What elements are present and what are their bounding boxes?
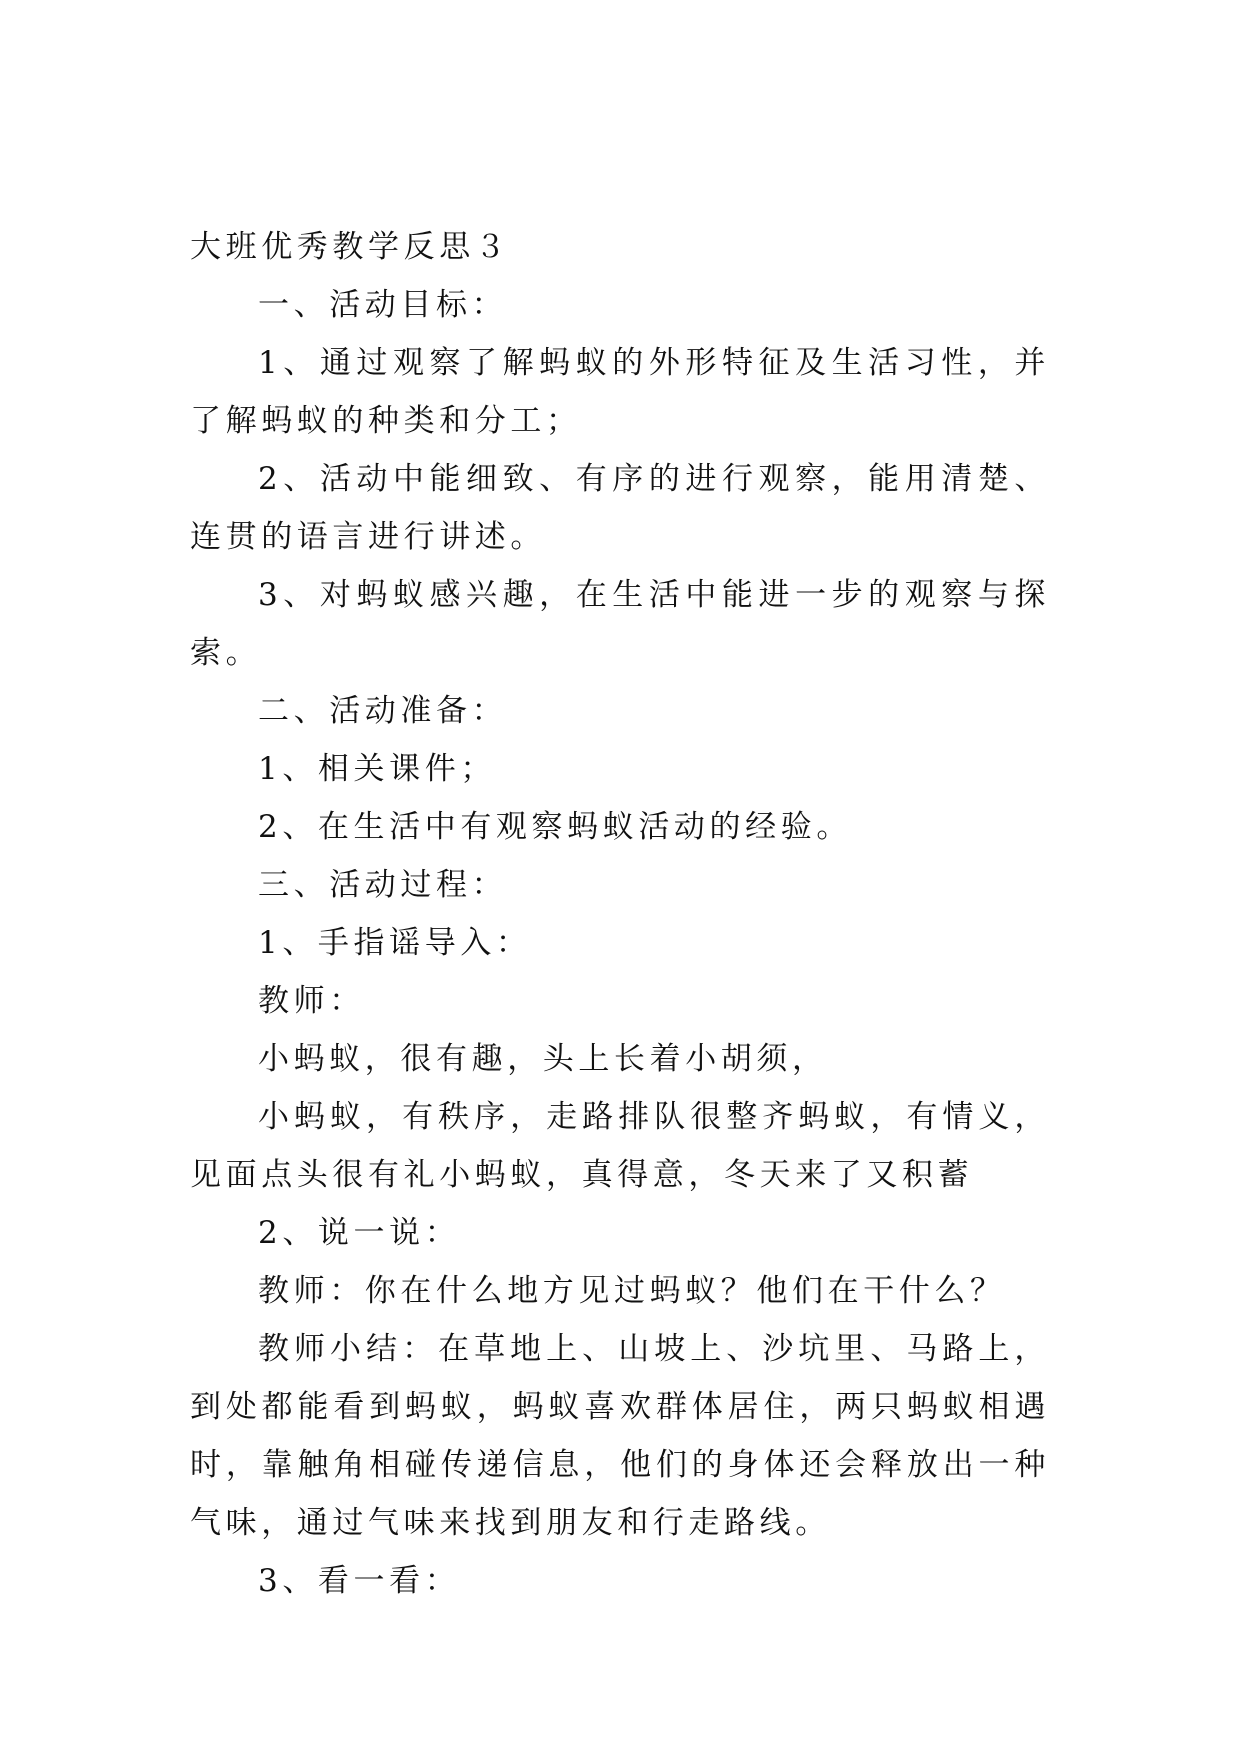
goal-item-1: 1、通过观察了解蚂蚁的外形特征及生活习性，并了解蚂蚁的种类和分工；	[190, 345, 1050, 439]
goal-item-2: 2、活动中能细致、有序的进行观察，能用清楚、连贯的语言进行讲述。	[190, 461, 1050, 555]
rhyme-line-2: 小蚂蚁，有秩序，走路排队很整齐蚂蚁，有情义，见面点头很有礼小蚂蚁，真得意，冬天来了又积蓄	[190, 1099, 1050, 1193]
rhyme-line-1: 小蚂蚁，很有趣，头上长着小胡须，	[258, 1041, 828, 1077]
process-step-1: 1、手指谣导入：	[258, 925, 532, 961]
section-heading-goals: 一、活动目标：	[258, 287, 508, 323]
process-step-2: 2、说一说：	[258, 1215, 461, 1251]
teacher-question: 教师：你在什么地方见过蚂蚁？他们在干什么？	[258, 1273, 1006, 1309]
document-title: 大班优秀教学反思３	[190, 229, 511, 265]
preparation-item-2: 2、在生活中有观察蚂蚁活动的经验。	[258, 809, 852, 845]
document-body	[190, 218, 1050, 1610]
preparation-item-1: 1、相关课件；	[258, 751, 496, 787]
teacher-summary: 教师小结：在草地上、山坡上、沙坑里、马路上，到处都能看到蚂蚁，蚂蚁喜欢群体居住，两只蚂蚁相遇时，靠触角相碰传递信息，他们的身体还会释放出一种气味，通过气味来找到朋友和行走路线。	[190, 1331, 1050, 1541]
section-heading-preparation: 二、活动准备：	[258, 693, 508, 729]
goal-item-3: 3、对蚂蚁感兴趣，在生活中能进一步的观察与探索。	[190, 577, 1050, 671]
section-heading-process: 三、活动过程：	[258, 867, 508, 903]
process-step-3: 3、看一看：	[258, 1563, 461, 1599]
teacher-label: 教师：	[258, 983, 365, 1019]
